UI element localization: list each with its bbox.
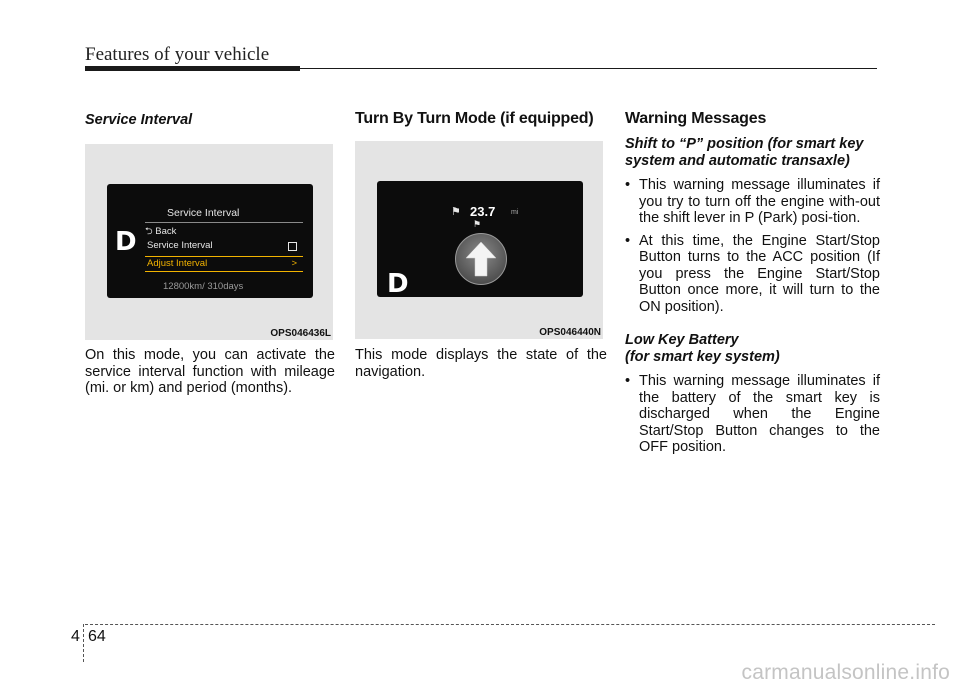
turn-direction-indicator [455, 233, 507, 285]
header-rule-thick [85, 66, 300, 71]
list-item: • This warning message illuminates if you try to turn off the engine with-out the shift lever in P (Park) posi-tion. [625, 177, 880, 226]
list-item: • This warning message illuminates if the battery of the smart key is discharged when the Engine Start/Stop Button changes to the OFF position. [625, 373, 880, 455]
footer-rule [85, 624, 935, 625]
bullet-list-shift-to-p [625, 177, 880, 315]
body-paragraph: On this mode, you can activate the service interval function with mileage (mi. or km) and period (months). [85, 347, 335, 396]
page-header-title: Features of your vehicle [85, 44, 270, 65]
checkbox-icon [288, 239, 297, 256]
column-warning-messages [625, 108, 880, 456]
section-heading: Service Interval [85, 112, 193, 128]
subheading-line: (for smart key system) [625, 349, 780, 365]
section-heading: Warning Messages [625, 110, 767, 127]
menu-item-service-interval [145, 239, 303, 253]
straight-arrow-icon [456, 234, 506, 284]
destination-flag-icon: ⚑ [473, 219, 482, 229]
menu-title: Service Interval [167, 207, 240, 219]
list-item-text: At this time, the Engine Start/Stop Button turns to the ACC position (If you press the Engine Start/Stop Button once more, it will turn to the ON position). [639, 232, 880, 315]
nav-distance-unit: mi [511, 209, 519, 216]
column-turn-by-turn [355, 108, 607, 380]
menu-back-item [145, 224, 176, 240]
cluster-display [377, 181, 583, 297]
menu-back-label: Back [155, 226, 177, 237]
figure-caption: OPS046436L [270, 328, 331, 339]
list-item-text: This warning message illuminates if the battery of the smart key is discharged when the Engine Start/Stop Button changes to the OFF position. [639, 373, 880, 455]
menu-divider [145, 222, 303, 223]
menu-item-label: Adjust Interval [147, 258, 208, 269]
page-chapter-number: 4 [71, 628, 80, 645]
back-arrow-icon: ⮌ [145, 226, 153, 237]
figure-caption: OPS046440N [539, 327, 601, 338]
bullet-list-low-key-battery [625, 373, 880, 456]
list-item-text: This warning message illuminates if you try to turn off the engine with-out the shift lever in P (Park) posi-tion. [639, 177, 880, 226]
gear-indicator: D [115, 227, 137, 257]
list-item: • At this time, the Engine Start/Stop Button turns to the ACC position (If you press the Engine Start/Stop Button once more, it will turn to the ON position). [625, 232, 880, 315]
subheading-shift-to-p: Shift to “P” position (for smart key system and automatic transaxle) [625, 136, 864, 169]
section-heading: Turn By Turn Mode (if equipped) [355, 110, 594, 127]
menu-item-adjust-interval [145, 256, 303, 272]
cluster-display [107, 184, 313, 298]
gear-indicator: D [387, 269, 409, 299]
menu-interval-value: 12800km/ 310days [163, 281, 244, 292]
figure-turn-by-turn [355, 141, 603, 339]
column-service-interval [85, 108, 335, 397]
chevron-right-icon: > [291, 258, 297, 269]
footer-vertical-rule [83, 624, 84, 662]
body-paragraph: This mode displays the state of the navigation. [355, 347, 607, 380]
figure-service-interval [85, 144, 333, 340]
watermark: carmanualsonline.info [741, 661, 950, 684]
subheading-low-key-battery [625, 332, 880, 366]
header-rule-thin [300, 68, 877, 69]
nav-distance: 23.7 [470, 204, 496, 219]
page-number: 64 [88, 628, 106, 645]
menu-item-label: Service Interval [147, 240, 213, 251]
subheading-line: Low Key Battery [625, 332, 739, 348]
start-flag-icon: ⚑ [451, 206, 461, 218]
